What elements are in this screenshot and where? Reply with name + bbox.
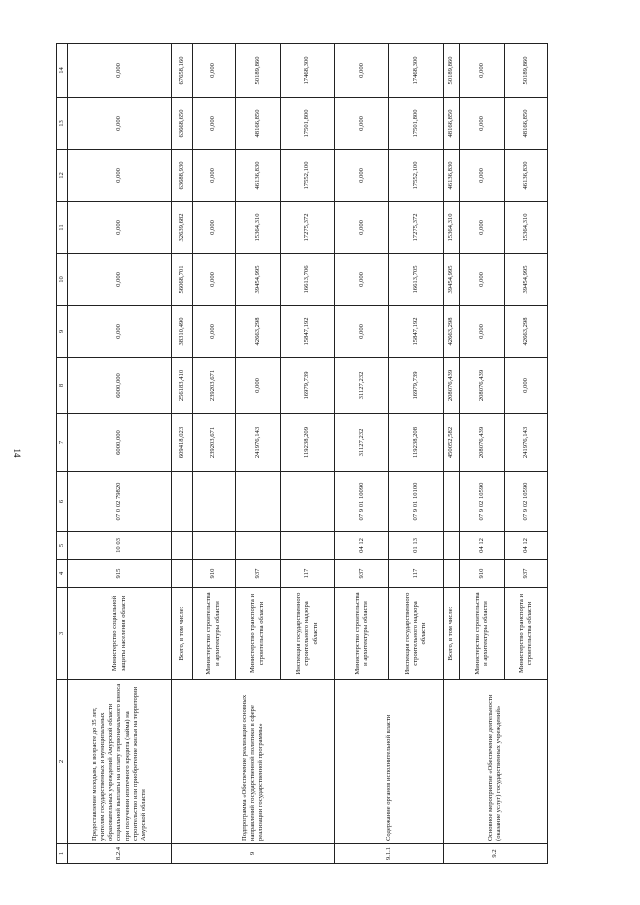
cell-value: 0,000 [68, 254, 172, 306]
cell-value: 39454,995 [504, 254, 547, 306]
activity-name: Содержание органов исполнительной власти [335, 680, 444, 844]
cell-value: 15364,310 [504, 202, 547, 254]
table-row [335, 44, 389, 864]
cell-value: 10 03 [68, 532, 172, 560]
cell-value [235, 532, 280, 560]
cell-value: 07 0 02 79820 [68, 472, 172, 532]
cell-value: 915 [68, 560, 172, 588]
budget-table [56, 43, 548, 864]
cell-value: 0,000 [335, 306, 389, 358]
cell-value: 01 13 [389, 532, 443, 560]
cell-value: 0,000 [335, 150, 389, 202]
rotated-table-wrapper [56, 44, 548, 864]
cell-value: 31127,232 [335, 414, 389, 472]
cell-value: 50189,860 [235, 44, 280, 98]
activity-name: Предоставление молодым, в возрасте до 35 лет, учителям государственных и муниципальных образовательных учреждений Амурской области социальной выплаты на оплату первоначального взноса при получении ипотечного кредита (займа) на строительство или приобретение жилья на территории Амурской области [68, 680, 172, 844]
executor: Всего, в том числе: [172, 588, 192, 680]
cell-value: 0,000 [335, 98, 389, 150]
cell-value: 48166,850 [504, 98, 547, 150]
column-number: 4 [57, 560, 68, 588]
cell-value: 0,000 [192, 98, 235, 150]
cell-value: 17275,372 [280, 202, 334, 254]
cell-value: 910 [459, 560, 504, 588]
cell-value: 63688,930 [172, 150, 192, 202]
executor: Инспекция государственного строительного надзора области [280, 588, 334, 680]
column-number: 9 [57, 306, 68, 358]
cell-value: 50189,860 [443, 44, 459, 98]
cell-value: 0,000 [459, 150, 504, 202]
cell-value: 119238,209 [280, 414, 334, 472]
cell-value: 42663,298 [504, 306, 547, 358]
cell-value [280, 472, 334, 532]
cell-value: 15364,310 [443, 202, 459, 254]
cell-value: 6000,000 [68, 358, 172, 414]
cell-value: 15847,192 [389, 306, 443, 358]
cell-value [235, 472, 280, 532]
cell-value: 937 [335, 560, 389, 588]
row-number: 9 [172, 844, 335, 864]
cell-value: 07 9 01 10100 [389, 472, 443, 532]
cell-value: 46136,830 [235, 150, 280, 202]
cell-value: 0,000 [68, 98, 172, 150]
cell-value: 241976,143 [504, 414, 547, 472]
column-number: 11 [57, 202, 68, 254]
cell-value: 450052,582 [443, 414, 459, 472]
column-number: 7 [57, 414, 68, 472]
column-number: 6 [57, 472, 68, 532]
cell-value: 0,000 [192, 202, 235, 254]
cell-value: 48166,850 [443, 98, 459, 150]
cell-value: 609418,023 [172, 414, 192, 472]
cell-value [443, 532, 459, 560]
cell-value: 0,000 [459, 202, 504, 254]
cell-value [192, 532, 235, 560]
cell-value: 119238,208 [389, 414, 443, 472]
page-number: 14 [12, 448, 22, 458]
cell-value: 32639,682 [172, 202, 192, 254]
column-number: 3 [57, 588, 68, 680]
column-number: 10 [57, 254, 68, 306]
cell-value: 07 9 02 10590 [459, 472, 504, 532]
cell-value: 0,000 [192, 150, 235, 202]
row-number: 8.2.4 [68, 844, 172, 864]
cell-value: 46136,830 [504, 150, 547, 202]
cell-value: 937 [235, 560, 280, 588]
cell-value [192, 472, 235, 532]
cell-value: 0,000 [68, 150, 172, 202]
column-number: 1 [57, 844, 68, 864]
cell-value: 910 [192, 560, 235, 588]
column-number: 5 [57, 532, 68, 560]
cell-value: 04 12 [459, 532, 504, 560]
cell-value: 15364,310 [235, 202, 280, 254]
cell-value: 0,000 [192, 254, 235, 306]
cell-value: 15847,192 [280, 306, 334, 358]
cell-value: 0,000 [68, 306, 172, 358]
cell-value: 0,000 [459, 254, 504, 306]
cell-value: 31127,232 [335, 358, 389, 414]
cell-value: 16613,705 [389, 254, 443, 306]
executor: Министерство транспорта и строительства области [235, 588, 280, 680]
cell-value: 208076,439 [443, 358, 459, 414]
column-number: 14 [57, 44, 68, 98]
executor: Министерство строительства и архитектуры области [459, 588, 504, 680]
cell-value: 241976,143 [235, 414, 280, 472]
cell-value: 38310,490 [172, 306, 192, 358]
column-number: 2 [57, 680, 68, 844]
cell-value: 0,000 [192, 306, 235, 358]
cell-value: 0,000 [192, 44, 235, 98]
executor: Инспекция государственного строительного надзора области [389, 588, 443, 680]
cell-value: 0,000 [68, 44, 172, 98]
cell-value: 6000,000 [68, 414, 172, 472]
cell-value: 117 [389, 560, 443, 588]
cell-value: 17275,372 [389, 202, 443, 254]
cell-value [172, 532, 192, 560]
executor: Министерство строительства и архитектуры области [192, 588, 235, 680]
cell-value: 04 12 [335, 532, 389, 560]
cell-value: 16979,739 [389, 358, 443, 414]
column-number: 12 [57, 150, 68, 202]
cell-value [172, 472, 192, 532]
cell-value: 48166,850 [235, 98, 280, 150]
cell-value: 0,000 [235, 358, 280, 414]
executor: Министерство транспорта и строительства области [504, 588, 547, 680]
column-number: 13 [57, 98, 68, 150]
cell-value: 39454,995 [235, 254, 280, 306]
executor: Министерство социальной защиты населения области [68, 588, 172, 680]
executor: Министерство строительства и архитектуры области [335, 588, 389, 680]
cell-value: 42663,298 [235, 306, 280, 358]
cell-value: 208076,439 [459, 358, 504, 414]
cell-value: 17468,300 [280, 44, 334, 98]
cell-value: 56068,701 [172, 254, 192, 306]
cell-value: 117 [280, 560, 334, 588]
cell-value: 50189,860 [504, 44, 547, 98]
cell-value: 17552,100 [280, 150, 334, 202]
cell-value: 07 9 02 10590 [504, 472, 547, 532]
cell-value: 239203,671 [192, 358, 235, 414]
cell-value: 39454,995 [443, 254, 459, 306]
cell-value [172, 560, 192, 588]
cell-value: 0,000 [68, 202, 172, 254]
cell-value: 17468,300 [389, 44, 443, 98]
table-row [172, 44, 192, 864]
activity-name: Подпрограмма «Обеспечение реализации основных направлений государственной политики в сфере реализации государственной программы» [172, 680, 335, 844]
table-row [443, 44, 459, 864]
cell-value: 0,000 [335, 254, 389, 306]
cell-value: 07 9 01 10090 [335, 472, 389, 532]
cell-value: 67658,160 [172, 44, 192, 98]
cell-value [443, 560, 459, 588]
cell-value: 17552,100 [389, 150, 443, 202]
cell-value: 17501,800 [389, 98, 443, 150]
cell-value: 17501,800 [280, 98, 334, 150]
cell-value [443, 472, 459, 532]
cell-value: 0,000 [335, 44, 389, 98]
executor: Всего, в том числе: [443, 588, 459, 680]
column-number: 8 [57, 358, 68, 414]
cell-value: 0,000 [335, 202, 389, 254]
cell-value: 63668,650 [172, 98, 192, 150]
cell-value: 46136,830 [443, 150, 459, 202]
row-number: 9.1.1 [335, 844, 444, 864]
cell-value: 0,000 [459, 306, 504, 358]
cell-value: 16979,739 [280, 358, 334, 414]
cell-value: 0,000 [504, 358, 547, 414]
cell-value: 42663,298 [443, 306, 459, 358]
cell-value: 256183,410 [172, 358, 192, 414]
cell-value: 0,000 [459, 44, 504, 98]
row-number: 9.2 [443, 844, 547, 864]
header-row [57, 44, 68, 864]
activity-name: Основное мероприятие «Обеспечение деятельности (оказание услуг) государственных учреждений» [443, 680, 547, 844]
cell-value: 208076,439 [459, 414, 504, 472]
cell-value: 04 12 [504, 532, 547, 560]
cell-value: 0,000 [459, 98, 504, 150]
table-row [68, 44, 172, 864]
cell-value: 937 [504, 560, 547, 588]
cell-value: 239203,671 [192, 414, 235, 472]
cell-value: 16613,706 [280, 254, 334, 306]
cell-value [280, 532, 334, 560]
